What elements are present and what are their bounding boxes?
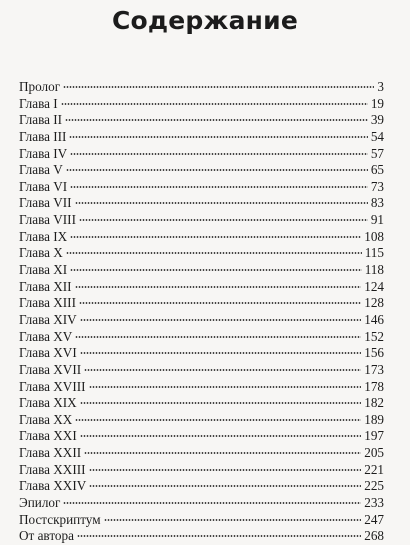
toc-entry-page: 233 (364, 495, 384, 511)
toc-entry-page: 225 (364, 478, 384, 494)
dot-leader (89, 469, 362, 471)
toc-entry (19, 362, 384, 379)
toc-entry (19, 295, 384, 312)
toc-entry (19, 195, 384, 212)
toc-entry-page: 3 (377, 79, 384, 94)
toc-entry (19, 79, 384, 96)
toc-entry-label: Постскриптум (19, 511, 101, 527)
toc-entry (19, 495, 384, 512)
dot-leader (80, 402, 362, 404)
dot-leader (69, 136, 367, 138)
toc-entry-page: 39 (370, 112, 384, 128)
dot-leader (65, 119, 368, 121)
dot-leader (75, 202, 368, 204)
toc-entry-page: 128 (364, 295, 384, 311)
dot-leader (79, 302, 361, 304)
dot-leader (70, 269, 362, 271)
toc-entry-page: 118 (364, 262, 384, 278)
toc-entry-label: Глава XV (19, 328, 73, 344)
dot-leader (84, 452, 361, 454)
toc-entry-label: От автора (19, 528, 74, 544)
toc-entry-page: 156 (364, 345, 384, 361)
dot-leader (75, 286, 362, 288)
toc-entry-label: Глава I (19, 95, 58, 111)
dot-leader (89, 386, 362, 388)
dot-leader (66, 252, 362, 254)
toc-entry-label: Глава XIX (19, 395, 77, 411)
toc-entry-label: Глава VI (19, 178, 68, 194)
toc-entry-label: Глава XII (19, 278, 72, 294)
toc-entry (19, 179, 384, 196)
toc-entry (19, 162, 384, 179)
toc-entry-page: 115 (364, 245, 384, 261)
toc-entry-label: Глава III (19, 128, 67, 144)
dot-leader (77, 535, 361, 537)
toc-entry (19, 96, 384, 113)
toc-entry-label: Глава XI (19, 262, 68, 278)
dot-leader (70, 186, 368, 188)
toc-entry-page: 65 (370, 162, 384, 178)
toc-entry-label: Глава XVII (19, 361, 82, 377)
toc-entry-label: Глава XIV (19, 311, 77, 327)
toc-entry (19, 312, 384, 329)
toc-entry-page: 182 (364, 395, 384, 411)
toc-entry-page: 73 (370, 178, 384, 194)
toc-entry-page: 19 (370, 95, 384, 111)
toc-entry (19, 445, 384, 462)
toc-entry-page: 54 (370, 128, 384, 144)
toc-entry-page: 247 (364, 511, 384, 527)
toc-entry-label: Глава XVI (19, 345, 77, 361)
dot-leader (75, 336, 361, 338)
toc-entry-page: 108 (364, 228, 384, 244)
dot-leader (104, 519, 362, 521)
toc-entry (19, 329, 384, 346)
toc-entry (19, 428, 384, 445)
toc-entry-label: Глава II (19, 112, 63, 128)
dot-leader (75, 419, 361, 421)
toc-entry-label: Эпилог (19, 495, 61, 511)
dot-leader (63, 86, 374, 88)
dot-leader (70, 236, 361, 238)
toc-entry-label: Глава IV (19, 145, 68, 161)
toc-entry-label: Пролог (19, 79, 61, 94)
table-of-contents (19, 79, 384, 545)
toc-entry (19, 129, 384, 146)
toc-entry-label: Глава XXII (19, 445, 82, 461)
dot-leader (79, 219, 368, 221)
toc-entry (19, 112, 384, 129)
toc-entry-page: 268 (364, 528, 384, 544)
toc-entry-label: Глава XIII (19, 295, 76, 311)
toc-entry-label: Глава VIII (19, 212, 76, 228)
dot-leader (66, 169, 368, 171)
dot-leader (89, 485, 361, 487)
toc-entry-page: 83 (370, 195, 384, 211)
toc-entry-page: 173 (364, 361, 384, 377)
toc-entry-page: 178 (364, 378, 384, 394)
toc-entry-page: 197 (364, 428, 384, 444)
dot-leader (70, 153, 368, 155)
toc-entry (19, 345, 384, 362)
dot-leader (61, 103, 368, 105)
dot-leader (80, 435, 362, 437)
toc-entry-page: 57 (370, 145, 384, 161)
toc-entry-label: Глава VII (19, 195, 72, 211)
toc-entry (19, 279, 384, 296)
toc-entry (19, 512, 384, 529)
toc-entry-label: Глава XVIII (19, 378, 86, 394)
toc-entry (19, 262, 384, 279)
dot-leader (84, 369, 361, 371)
toc-entry-label: Глава V (19, 162, 63, 178)
toc-entry-label: Глава X (19, 245, 63, 261)
toc-entry-label: Глава XXIII (19, 461, 86, 477)
toc-entry (19, 229, 384, 246)
toc-entry (19, 478, 384, 495)
dot-leader (63, 502, 361, 504)
toc-entry-page: 152 (364, 328, 384, 344)
toc-entry-label: Глава IX (19, 228, 68, 244)
toc-entry (19, 212, 384, 229)
toc-entry (19, 245, 384, 262)
toc-entry (19, 412, 384, 429)
toc-entry-page: 205 (364, 445, 384, 461)
toc-entry-label: Глава XXIV (19, 478, 87, 494)
toc-entry-label: Глава XXI (19, 428, 77, 444)
toc-entry-page: 124 (364, 278, 384, 294)
page-title: Содержание (111, 6, 299, 35)
toc-entry-page: 221 (364, 461, 384, 477)
toc-entry (19, 528, 384, 545)
toc-entry (19, 379, 384, 396)
toc-entry (19, 146, 384, 163)
toc-entry (19, 395, 384, 412)
dot-leader (80, 352, 362, 354)
dot-leader (80, 319, 362, 321)
toc-entry-page: 91 (370, 212, 384, 228)
toc-entry-label: Глава XX (19, 411, 73, 427)
toc-entry-page: 146 (364, 311, 384, 327)
toc-entry (19, 462, 384, 479)
toc-entry-page: 189 (364, 411, 384, 427)
